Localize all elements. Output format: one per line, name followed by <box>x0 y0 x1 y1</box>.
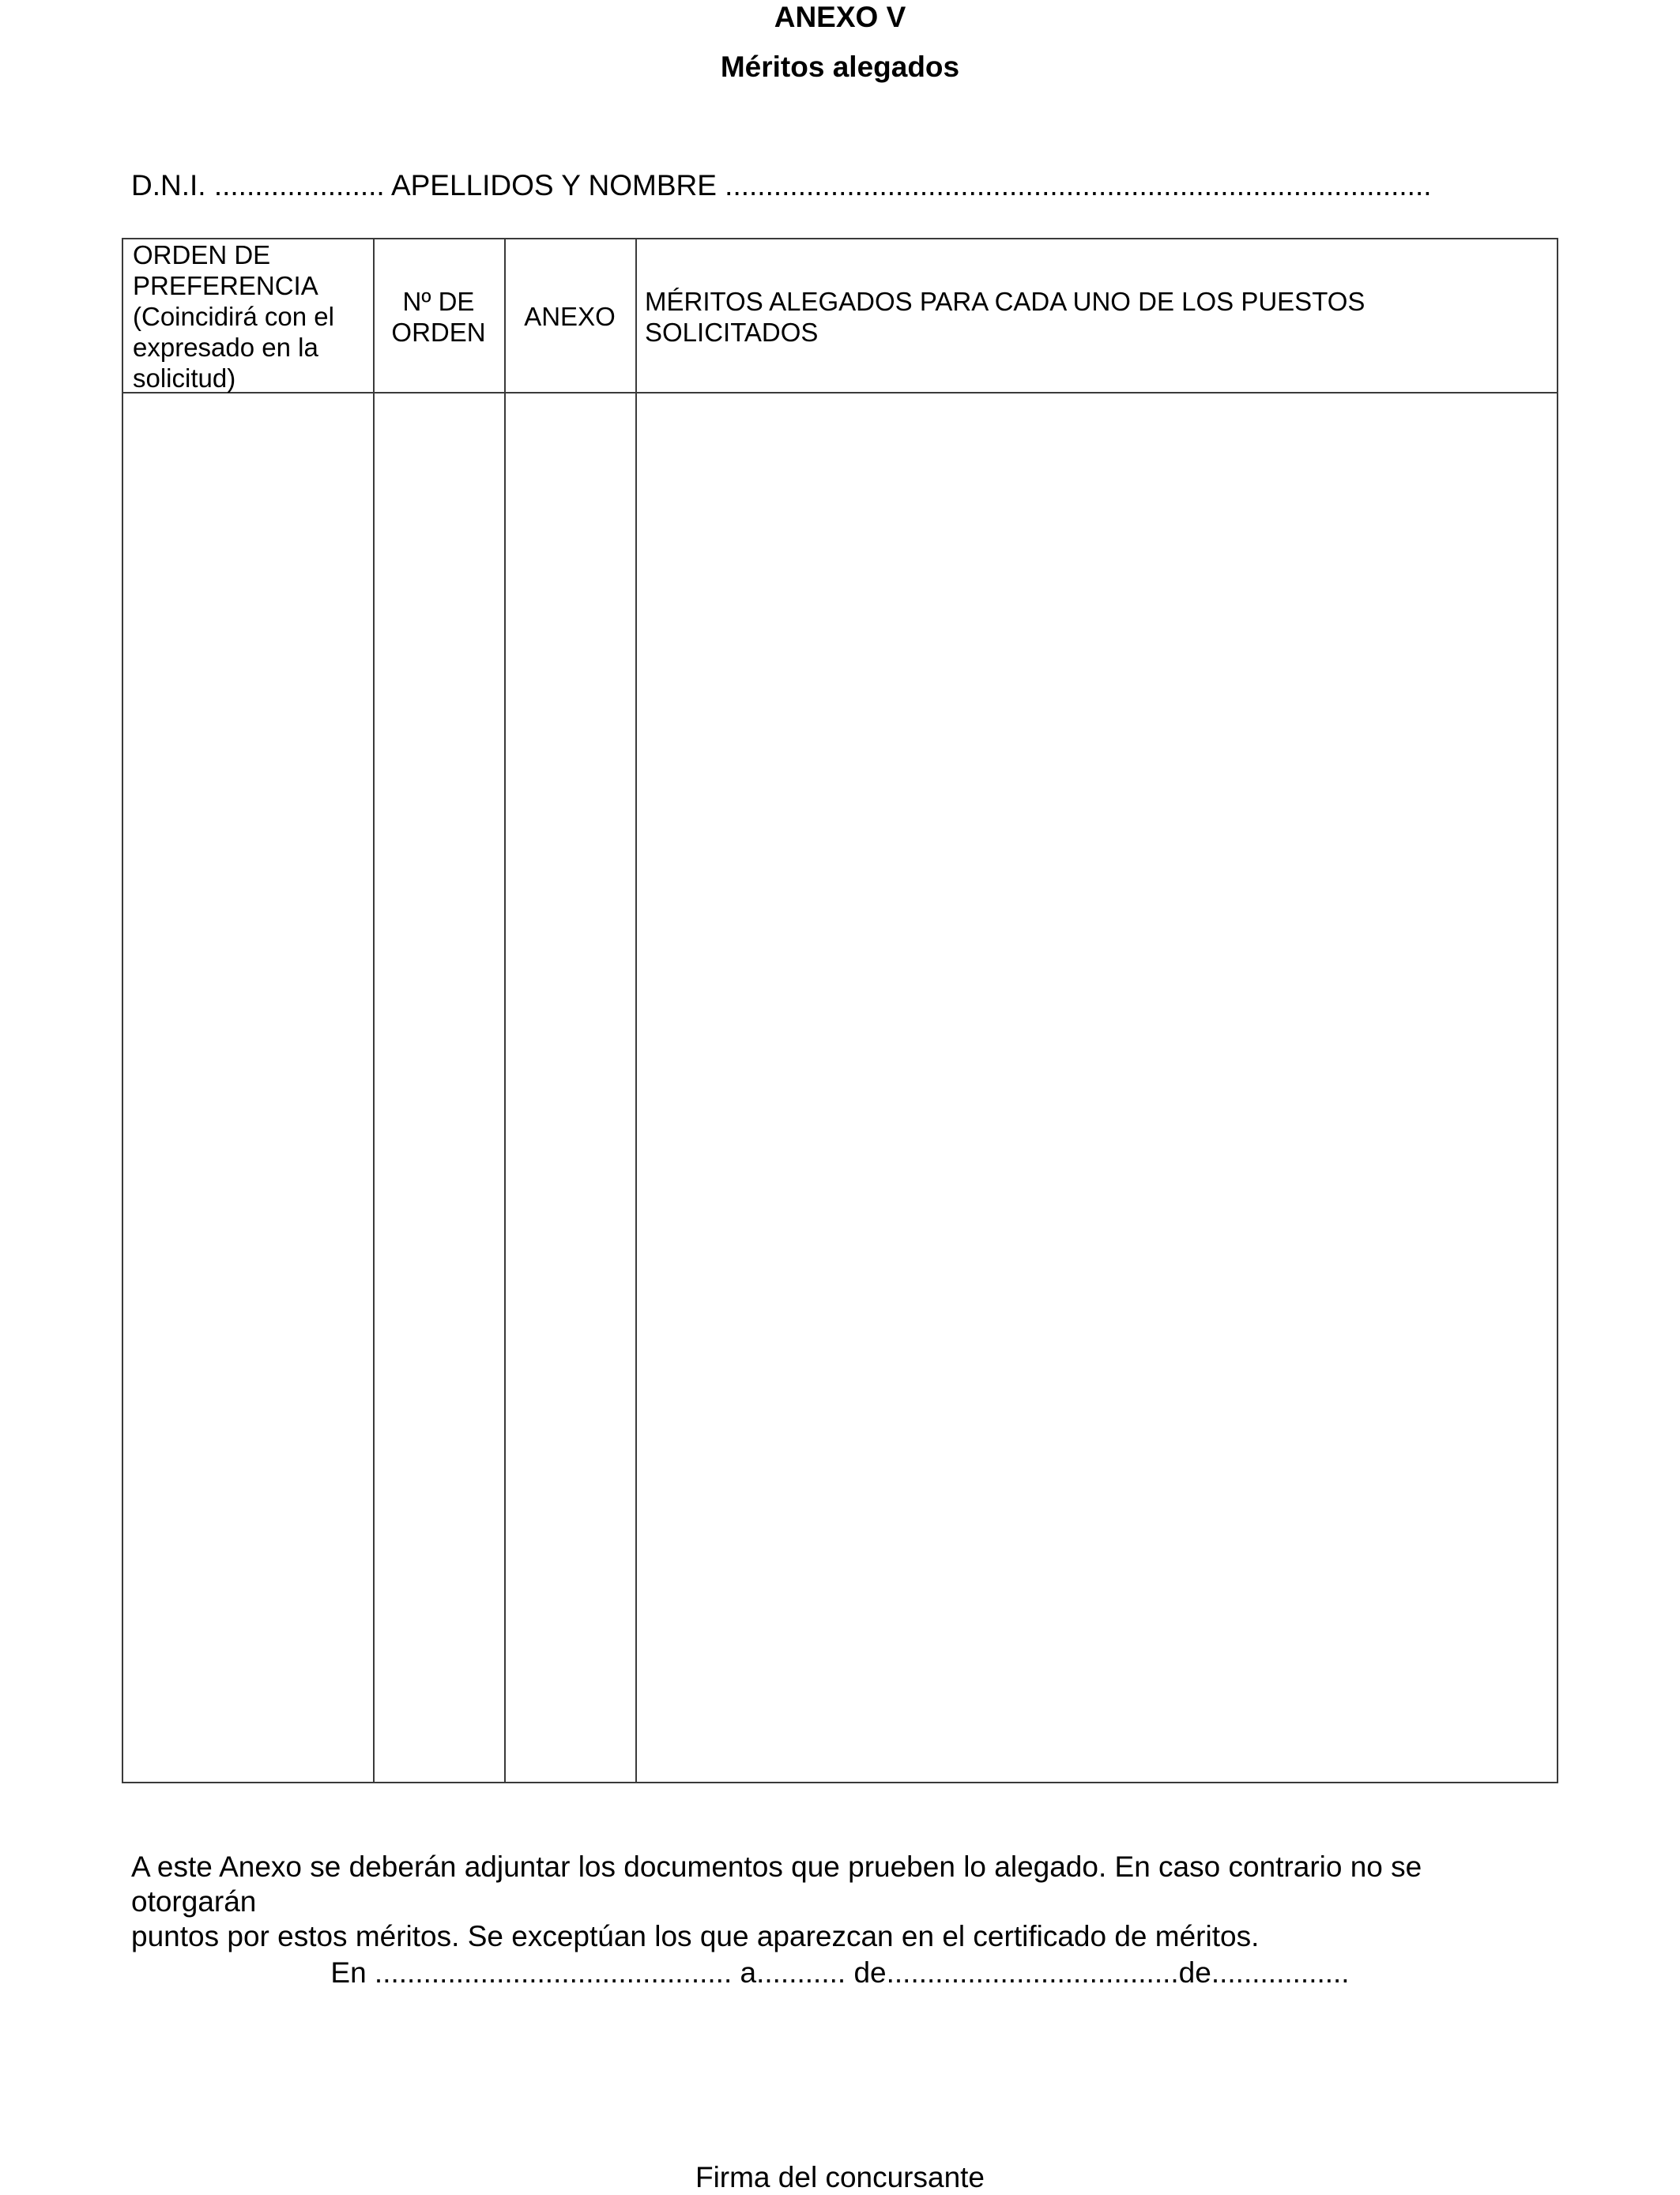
header-preference-order <box>133 239 370 393</box>
header-preference-order-label: ORDEN DE PREFERENCIA (Coincidirá con el expresado en la solicitud) <box>133 240 334 393</box>
signature-label: Firma del concursante <box>695 2161 985 2193</box>
header-merits-label: MÉRITOS ALEGADOS PARA CADA UNO DE LOS PUESTOS SOLICITADOS <box>645 286 1365 347</box>
place-date-line[interactable]: En ............................................ a........... de....................................de................. <box>330 1956 1350 1989</box>
annex-title: ANEXO V <box>774 1 906 33</box>
attachment-note: A este Anexo se deberán adjuntar los documentos que prueben lo alegado. En caso contrario no se otorgarán puntos por estos méritos. Se exceptúan los que aparezcan en el certificado de méritos. <box>131 1851 1422 1952</box>
header-annex-label: ANEXO <box>524 302 616 331</box>
merits-table <box>122 238 1558 1783</box>
header-order-number-label: Nº DE ORDEN <box>391 286 486 347</box>
identification-line[interactable]: D.N.I. ..................... APELLIDOS Y NOMBRE ....................................................................................... <box>131 169 1432 201</box>
annex-subtitle: Méritos alegados <box>720 51 960 83</box>
header-order-number <box>373 239 504 393</box>
table-body-area[interactable] <box>123 393 1557 1782</box>
header-merits <box>645 239 1530 393</box>
header-annex <box>504 239 635 393</box>
